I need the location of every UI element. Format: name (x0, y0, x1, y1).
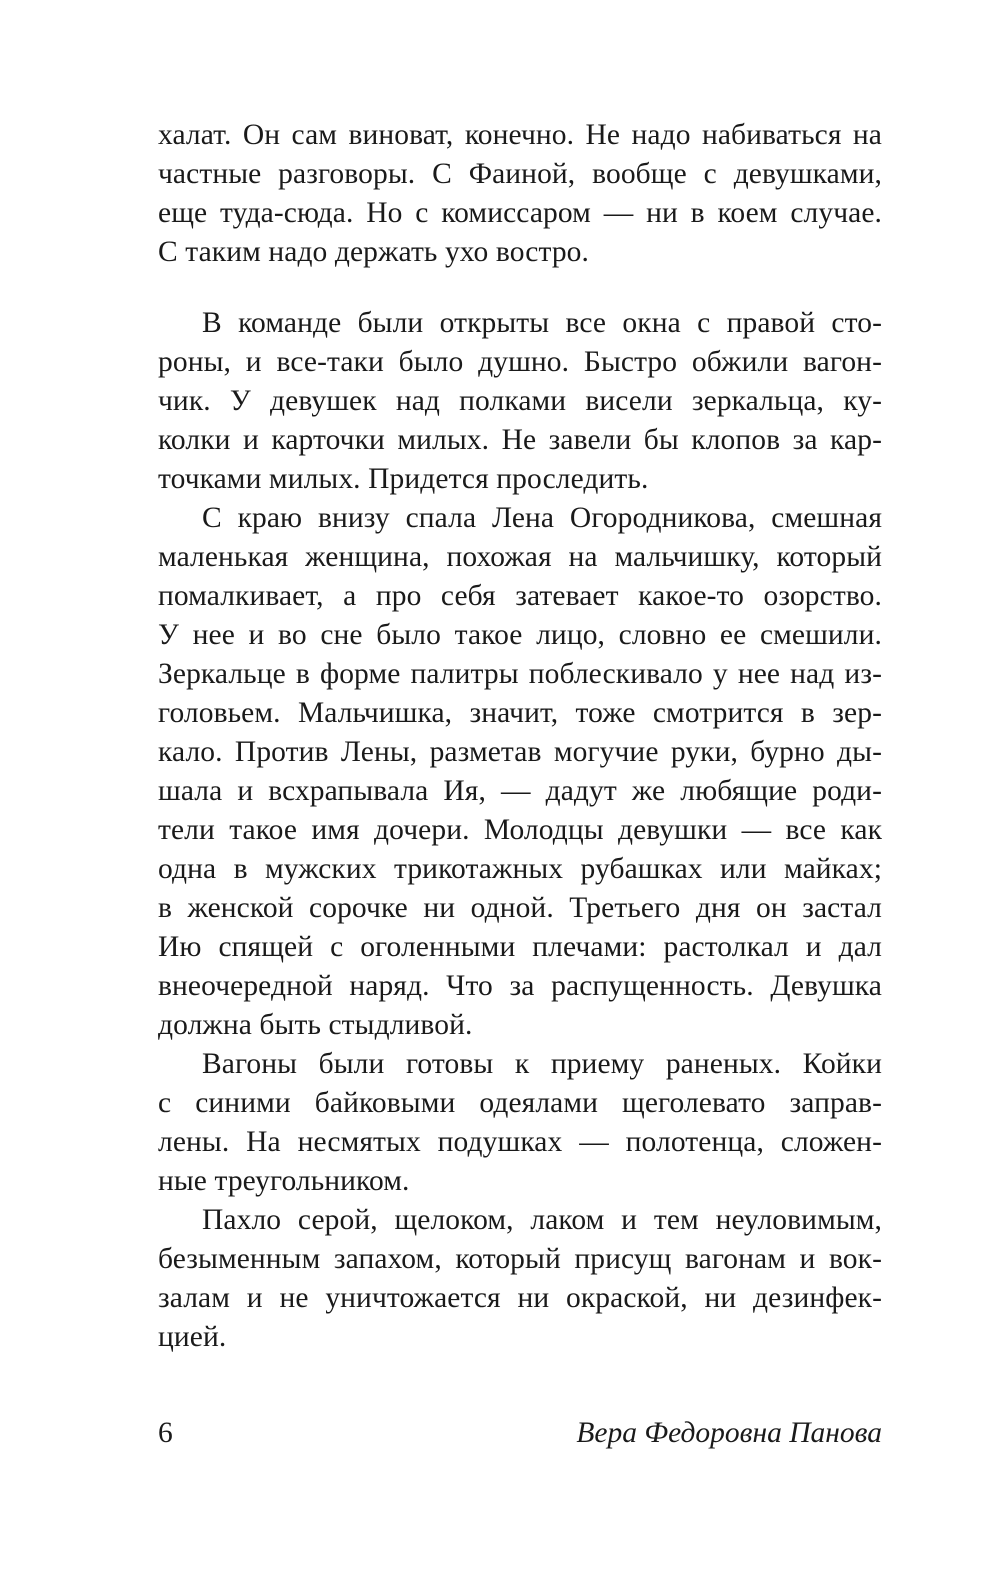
text-line: Вагоны были готовы к приему раненых. Койки (202, 1048, 882, 1080)
text-line: залам и не уничтожается ни окраской, ни дезинфек- (158, 1282, 882, 1314)
text-line: безыменным запахом, который присущ вагонам и вок- (158, 1243, 882, 1275)
page-footer (158, 1413, 882, 1453)
text-line: внеочередной наряд. Что за распущенность. Девушка (158, 970, 882, 1002)
paragraph-3 (158, 499, 882, 1045)
running-footer-author: Вера Федоровна Панова (576, 1417, 882, 1449)
text-line: тели такое имя дочери. Молодцы девушки — все как (158, 814, 882, 846)
text-line: В команде были открыты все окна с правой сто- (202, 307, 882, 339)
text-line: помалкивает, а про себя затевает какое-то озорство. (158, 580, 882, 612)
text-line: Ию спящей с оголенными плечами: растолкал и дал (158, 931, 882, 963)
text-line: головьем. Мальчишка, значит, тоже смотрится в зер- (158, 697, 882, 729)
book-page-text (158, 116, 882, 1357)
text-line: частные разговоры. С Фаиной, вообще с девушками, (158, 158, 882, 190)
text-line: кало. Против Лены, разметав могучие руки, бурно ды- (158, 736, 882, 768)
text-line: должна быть стыдливой. (158, 1009, 473, 1041)
paragraph-5 (158, 1201, 882, 1357)
text-line: роны, и все-таки было душно. Быстро обжили вагон- (158, 346, 882, 378)
text-line: точками милых. Придется проследить. (158, 463, 649, 495)
text-line: шала и всхрапывала Ия, — дадут же любящие роди- (158, 775, 882, 807)
text-line: С краю внизу спала Лена Огородникова, смешная (202, 502, 882, 534)
paragraph-4 (158, 1045, 882, 1201)
text-line: Зеркальце в форме палитры поблескивало у нее над из- (158, 658, 882, 690)
page-number: 6 (158, 1417, 173, 1449)
text-line: колки и карточки милых. Не завели бы клопов за кар- (158, 424, 882, 456)
text-line: еще туда-сюда. Но с комиссаром — ни в коем случае. (158, 197, 882, 229)
paragraph-1 (158, 116, 882, 272)
text-line: в женской сорочке ни одной. Третьего дня он застал (158, 892, 882, 924)
text-line: С таким надо держать ухо востро. (158, 236, 589, 268)
text-line: с синими байковыми одеялами щеголевато заправ- (158, 1087, 882, 1119)
text-line: Пахло серой, щелоком, лаком и тем неуловимым, (202, 1204, 882, 1236)
text-line: ные треугольником. (158, 1165, 410, 1197)
text-line: чик. У девушек над полками висели зеркальца, ку- (158, 385, 882, 417)
text-line: маленькая женщина, похожая на мальчишку, который (158, 541, 882, 573)
text-line: цией. (158, 1321, 227, 1353)
paragraph-2 (158, 304, 882, 499)
section-break (158, 272, 882, 304)
text-line: лены. На несмятых подушках — полотенца, сложен- (158, 1126, 882, 1158)
text-line: халат. Он сам виноват, конечно. Не надо набиваться на (158, 119, 882, 151)
text-line: У нее и во сне было такое лицо, словно ее смешили. (158, 619, 882, 651)
text-line: одна в мужских трикотажных рубашках или майках; (158, 853, 882, 885)
